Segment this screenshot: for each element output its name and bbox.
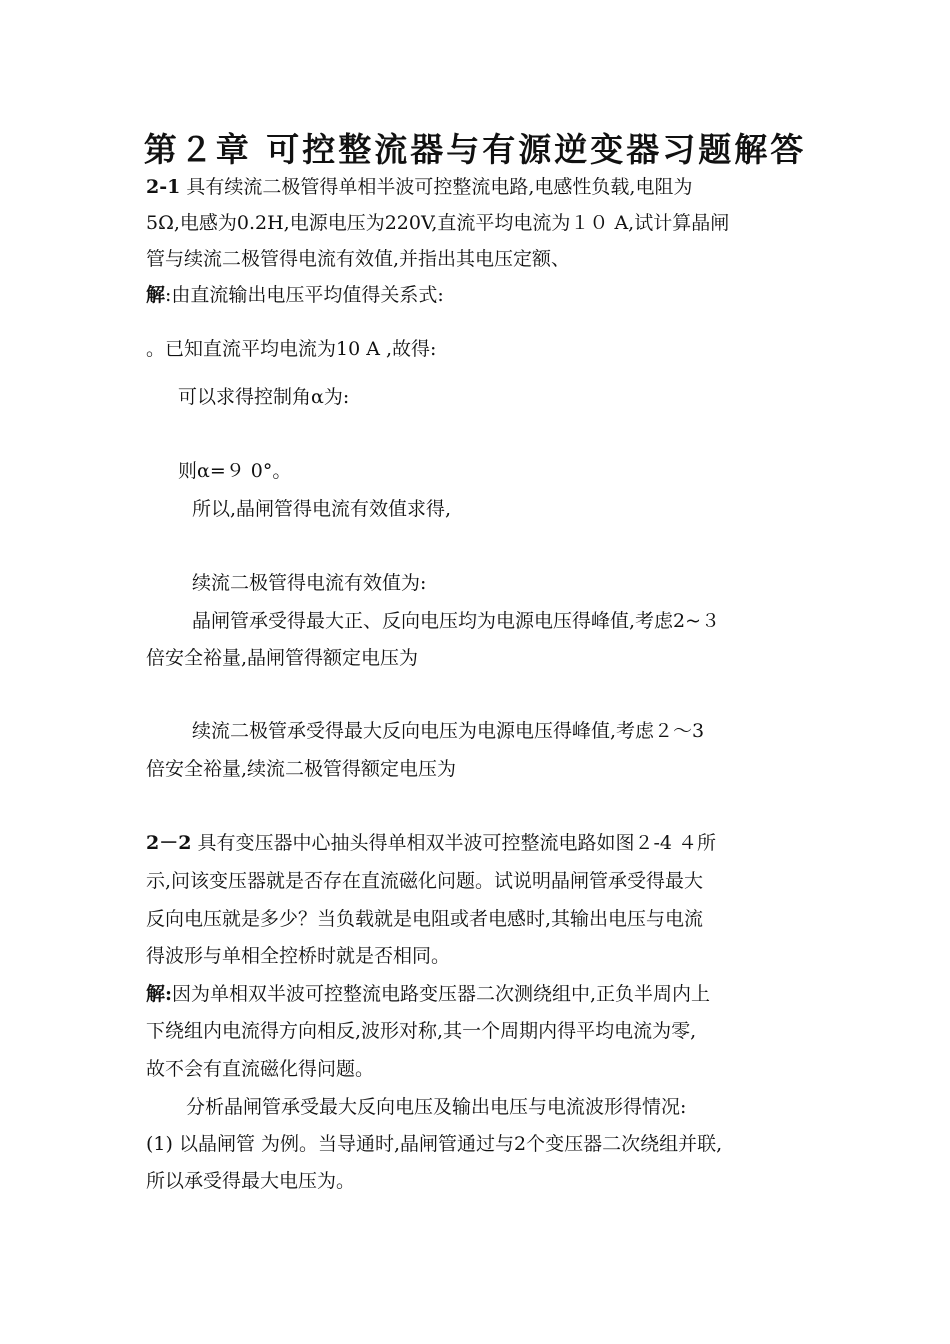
problem-2-2-line-4: 得波形与单相全控桥时就是否相同。 <box>146 945 451 967</box>
answer-2-1-line-9: 续流二极管承受得最大反向电压为电源电压得峰值,考虑２～3 <box>192 720 705 742</box>
answer-2-1-line-10: 倍安全裕量,续流二极管得额定电压为 <box>146 758 457 780</box>
answer-2-1-line-4: 则α=９ 0°。 <box>178 460 292 482</box>
problem-2-2-line-3: 反向电压就是多少？当负载就是电阻或者电感时,其输出电压与电流 <box>146 908 704 930</box>
answer-2-1-line-1 <box>146 280 444 310</box>
answer-2-1-line-7: 晶闸管承受得最大正、反向电压均为电源电压得峰值,考虑2~３ <box>192 610 721 632</box>
answer-2-2-line-2: 下绕组内电流得方向相反,波形对称,其一个周期内得平均电流为零, <box>146 1020 697 1042</box>
problem-2-1-label: 2-1 <box>146 176 181 198</box>
answer-2-1-line-3: 可以求得控制角α为: <box>178 386 350 408</box>
answer-2-2-text-1: 因为单相双半波可控整流电路变压器二次测绕组中,正负半周内上 <box>172 983 711 1005</box>
problem-2-2-text-1: 具有变压器中心抽头得单相双半波可控整流电路如图２-4 ４所 <box>191 832 717 854</box>
page-title: 第２章 可控整流器与有源逆变器习题解答 <box>143 130 807 169</box>
answer-2-1-line-6: 续流二极管得电流有效值为: <box>192 572 427 594</box>
answer-2-1-text-1: :由直流输出电压平均值得关系式: <box>165 284 444 306</box>
answer-2-2-line-1 <box>146 979 710 1009</box>
answer-2-1-line-8: 倍安全裕量,晶闸管得额定电压为 <box>146 647 419 669</box>
problem-2-2-label: 2－2 <box>146 832 192 854</box>
answer-2-2-line-3: 故不会有直流磁化得问题。 <box>146 1058 375 1080</box>
problem-2-1-line-2: 5Ω,电感为0.2H,电源电压为220V,直流平均电流为１０ A,试计算晶闸 <box>146 212 730 234</box>
problem-2-1-line-3: 管与续流二极管得电流有效值,并指出其电压定额、 <box>146 248 571 270</box>
problem-2-1-text-1: 具有续流二极管得单相半波可控整流电路,电感性负载,电阻为 <box>180 176 693 198</box>
problem-2-2-line-1 <box>146 828 716 858</box>
answer-2-1-line-2: 。已知直流平均电流为10 A ,故得: <box>146 338 437 360</box>
answer-2-1-label: 解 <box>146 284 166 306</box>
answer-2-2-label: 解: <box>146 983 173 1005</box>
answer-2-1-line-5: 所以,晶闸管得电流有效值求得, <box>192 498 452 520</box>
problem-2-1-line-1 <box>146 172 692 202</box>
answer-2-2-line-5: (1) 以晶闸管 为例。当导通时,晶闸管通过与2个变压器二次绕组并联, <box>146 1133 723 1155</box>
answer-2-2-line-6: 所以承受得最大电压为。 <box>146 1170 356 1192</box>
answer-2-2-line-4: 分析晶闸管承受最大反向电压及输出电压与电流波形得情况: <box>186 1096 687 1118</box>
problem-2-2-line-2: 示,问该变压器就是否存在直流磁化问题。试说明晶闸管承受得最大 <box>146 870 704 892</box>
